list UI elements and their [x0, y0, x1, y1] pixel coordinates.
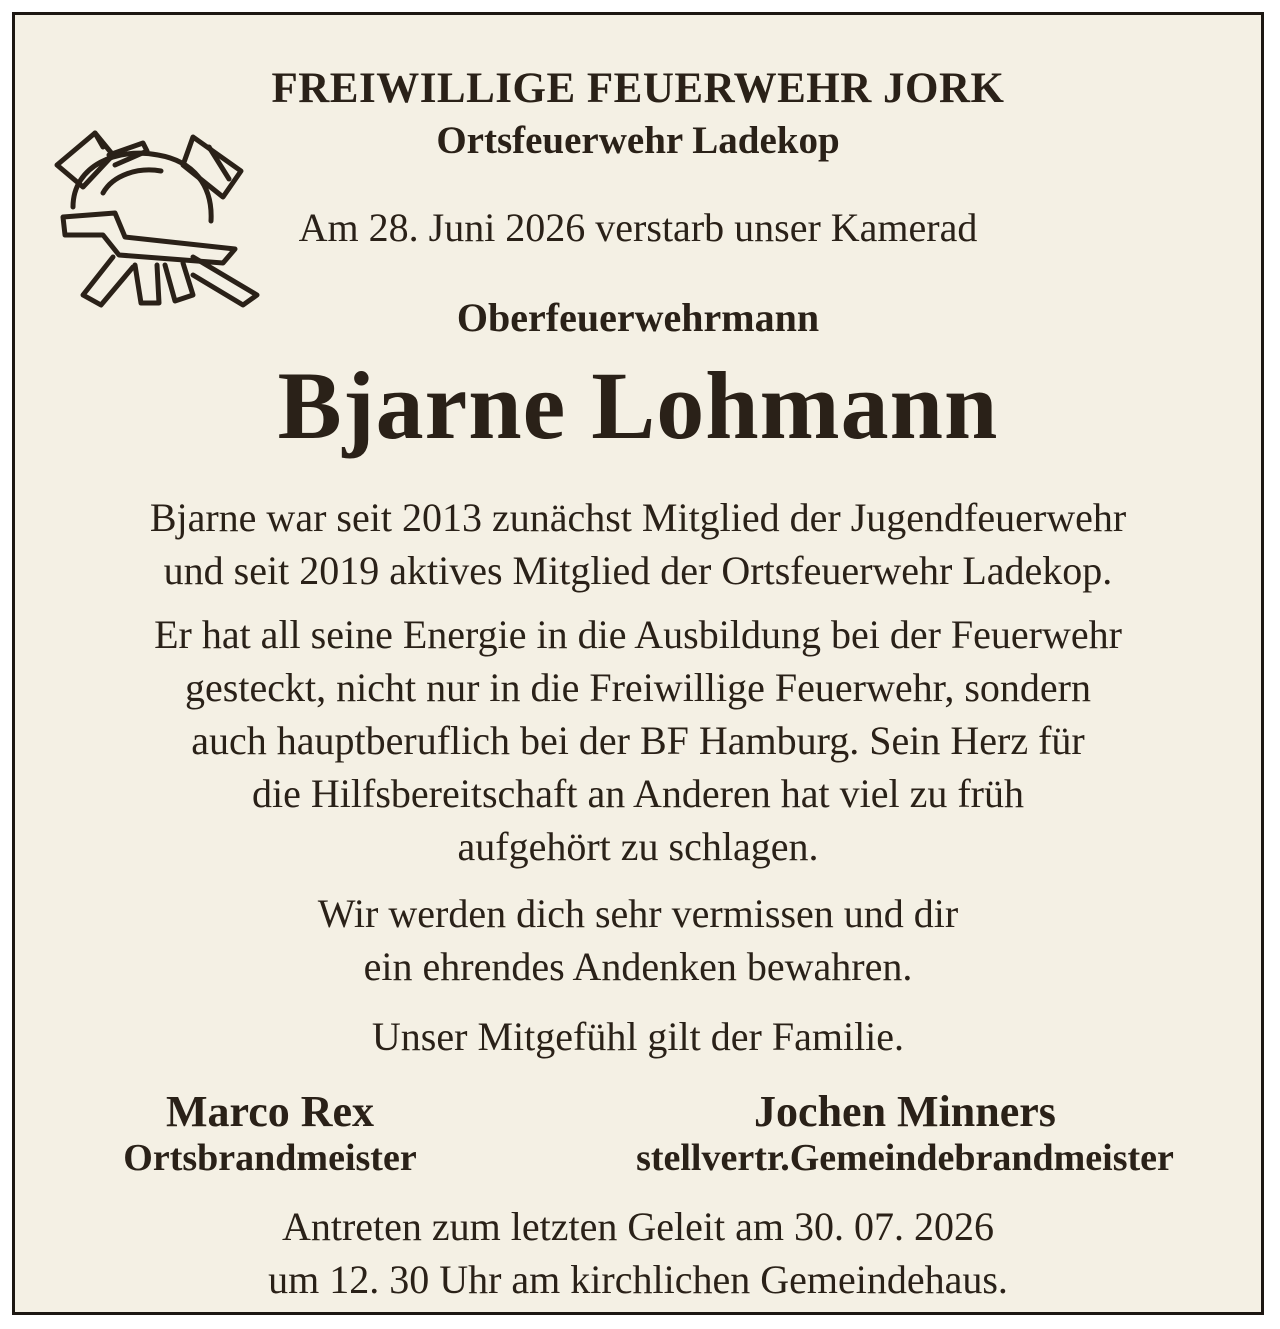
tribute-paragraph-2	[15, 608, 1261, 873]
text-line: ein ehrendes Andenken bewahren.	[363, 944, 913, 989]
signatory-name: Jochen Minners	[754, 1087, 1056, 1136]
text-line: Er hat all seine Energie in die Ausbildung bei der Feuerwehr	[154, 612, 1122, 657]
death-announcement: Am 28. Juni 2026 verstarb unser Kamerad	[298, 205, 978, 250]
sub-organization-name: Ortsfeuerwehr Ladekop	[436, 119, 840, 162]
signatory-title: Ortsbrandmeister	[123, 1137, 417, 1179]
signatory-right	[605, 1087, 1205, 1179]
organization-name: FREIWILLIGE FEUERWEHR JORK	[271, 65, 1005, 112]
condolence-line: Unser Mitgefühl gilt der Familie.	[371, 1014, 905, 1059]
deceased-name: Bjarne Lohmann	[277, 352, 999, 459]
text-line: auch hauptberuflich bei der BF Hamburg. Sein Herz für	[191, 718, 1085, 763]
deceased-rank: Oberfeuerwehrmann	[456, 295, 820, 340]
funeral-place-line: um 12. 30 Uhr am kirchlichen Gemeindehaus.	[268, 1257, 1008, 1302]
signatory-title: stellvertr.Gemeindebrandmeister	[636, 1137, 1174, 1179]
tribute-paragraph-1	[15, 491, 1261, 597]
text-line: gesteckt, nicht nur in die Freiwillige Feuerwehr, sondern	[185, 665, 1091, 710]
text-line: die Hilfsbereitschaft an Anderen hat viel zu früh	[252, 771, 1024, 816]
text-line: und seit 2019 aktives Mitglied der Ortsfeuerwehr Ladekop.	[163, 548, 1113, 593]
text-line: Wir werden dich sehr vermissen und dir	[317, 891, 959, 936]
text-line: Bjarne war seit 2013 zunächst Mitglied der Jugendfeuerwehr	[149, 495, 1127, 540]
funeral-date-line: Antreten zum letzten Geleit am 30. 07. 2026	[281, 1204, 994, 1249]
text-line: aufgehört zu schlagen.	[457, 824, 819, 869]
obituary-notice	[12, 12, 1264, 1315]
signatory-left	[95, 1087, 445, 1179]
signatory-name: Marco Rex	[165, 1087, 375, 1136]
funeral-details	[15, 1200, 1261, 1306]
tribute-paragraph-3	[15, 887, 1261, 993]
